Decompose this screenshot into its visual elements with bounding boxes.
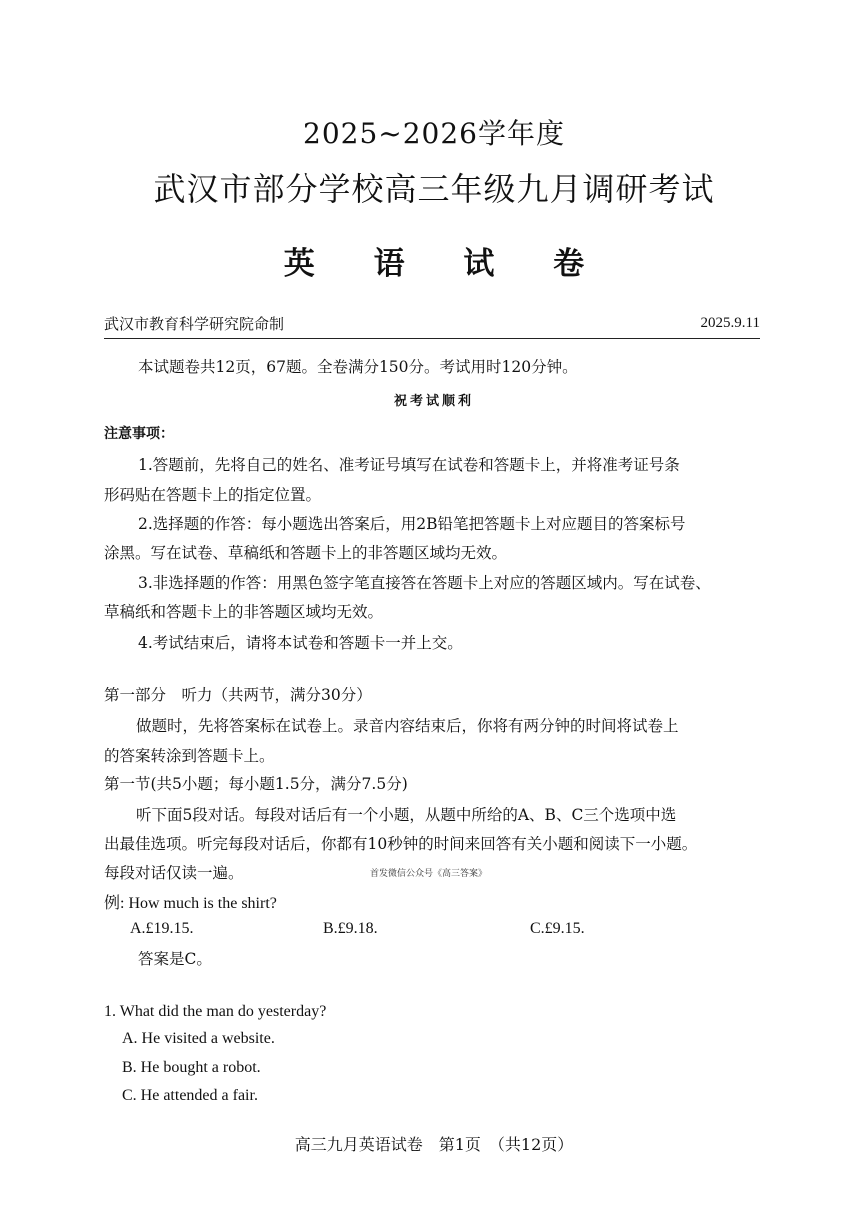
exam-title: 武汉市部分学校高三年级九月调研考试: [153, 170, 715, 208]
organizer: 武汉市教育科学研究院命制: [104, 315, 285, 333]
question-1-option-b: B. He bought a robot.: [122, 1059, 261, 1076]
example-question: 例: How much is the shirt?: [104, 895, 277, 912]
part1-instruction: 的答案转涂到答题卡上。: [104, 747, 275, 765]
note-line: 3.非选择题的作答：用黑色签字笔直接答在答题卡上对应的答题区域内。写在试卷、: [138, 574, 711, 592]
page-footer: 高三九月英语试卷 第1页 （共12页）: [294, 1135, 574, 1154]
section1-instruction: 听下面5段对话。每段对话后有一个小题，从题中所给的A、B、C三个选项中选: [136, 806, 677, 824]
watermark-text: 首发微信公众号《高三答案》: [370, 869, 488, 879]
note-line: 形码贴在答题卡上的指定位置。: [104, 486, 322, 504]
question-1-option-a: A. He visited a website.: [122, 1030, 275, 1047]
example-option-b: B.£9.18.: [323, 920, 378, 937]
example-option-c: C.£9.15.: [530, 920, 585, 937]
header-divider: [104, 338, 760, 339]
example-answer: 答案是C。: [138, 950, 212, 968]
note-line: 草稿纸和答题卡上的非答题区域均无效。: [104, 603, 384, 621]
subject-title: 英 语 试 卷: [283, 246, 609, 282]
note-line: 1.答题前，先将自己的姓名、准考证号填写在试卷和答题卡上，并将准考证号条: [138, 456, 680, 474]
example-option-a: A.£19.15.: [130, 920, 194, 937]
section1-title: 第一节(共5小题；每小题1.5分，满分7.5分): [104, 775, 408, 793]
exam-date: 2025.9.11: [700, 315, 760, 331]
question-1: 1. What did the man do yesterday?: [104, 1003, 327, 1020]
section1-instruction: 每段对话仅读一遍。: [104, 864, 244, 882]
part1-title: 第一部分 听力（共两节，满分30分）: [104, 686, 372, 704]
note-line: 4.考试结束后，请将本试卷和答题卡一并上交。: [138, 634, 463, 652]
part1-instruction: 做题时，先将答案标在试卷上。录音内容结束后，你将有两分钟的时间将试卷上: [136, 717, 679, 735]
intro-text: 本试题卷共12页，67题。全卷满分150分。考试用时120分钟。: [138, 358, 578, 376]
note-line: 2.选择题的作答：每小题选出答案后，用2B铅笔把答题卡上对应题目的答案标号: [138, 515, 686, 533]
note-line: 涂黑。写在试卷、草稿纸和答题卡上的非答题区域均无效。: [104, 544, 508, 562]
section1-instruction: 出最佳选项。听完每段对话后，你都有10秒钟的时间来回答有关小题和阅读下一小题。: [104, 835, 698, 853]
notes-heading: 注意事项：: [104, 426, 174, 442]
question-1-option-c: C. He attended a fair.: [122, 1087, 258, 1104]
school-year: 2025~2026学年度: [303, 117, 565, 150]
good-luck-text: 祝考试顺利: [393, 394, 474, 409]
